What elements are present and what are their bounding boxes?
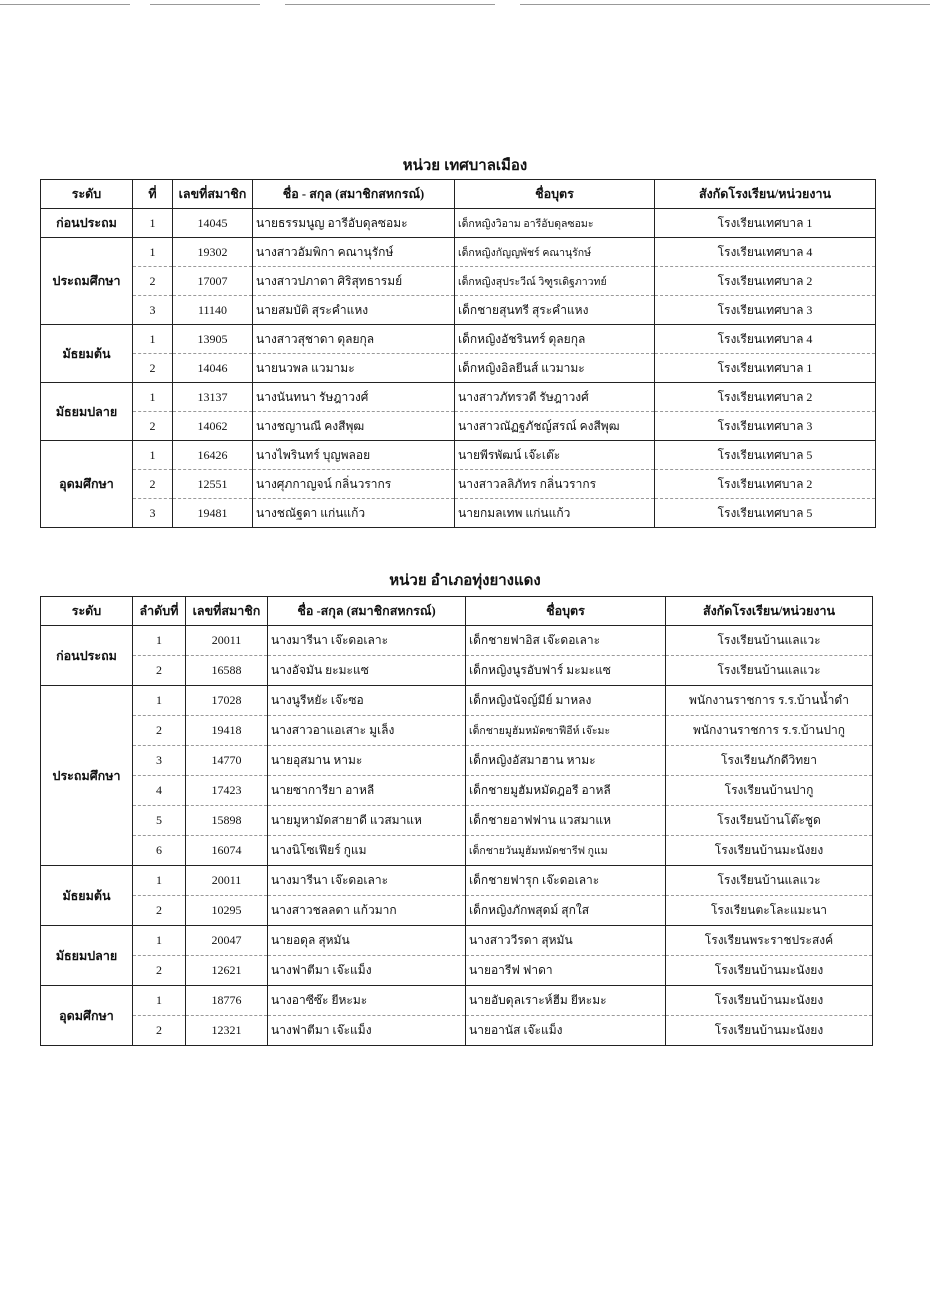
header-no: ที่ bbox=[133, 180, 173, 209]
member-name-cell: นางมารีนา เจ๊ะดอเลาะ bbox=[268, 626, 466, 656]
member-id-cell: 10295 bbox=[186, 896, 268, 926]
member-id-cell: 19418 bbox=[186, 716, 268, 746]
row-number-cell: 5 bbox=[133, 806, 186, 836]
child-name-cell: นายกมลเทพ แก่นแก้ว bbox=[455, 499, 655, 528]
level-cell: ก่อนประถม bbox=[41, 209, 133, 238]
school-name-cell: โรงเรียนเทศบาล 1 bbox=[655, 209, 876, 238]
school-name-cell: โรงเรียนเทศบาล 4 bbox=[655, 238, 876, 267]
member-name-cell: นายซาการียา อาหลี bbox=[268, 776, 466, 806]
table-row bbox=[41, 238, 876, 267]
table-row bbox=[41, 806, 873, 836]
child-name-cell: เด็กชายอาฟฟาน แวสมาแห bbox=[466, 806, 666, 836]
school-name-cell: โรงเรียนพระราชประสงค์ bbox=[666, 926, 873, 956]
header-child-name: ชื่อบุตร bbox=[455, 180, 655, 209]
member-name-cell: นางนิโซเฟียร์ กูแม bbox=[268, 836, 466, 866]
school-name-cell: โรงเรียนเทศบาล 2 bbox=[655, 383, 876, 412]
child-name-cell: เด็กหญิงนูรอับฟาร์ มะมะแซ bbox=[466, 656, 666, 686]
child-name-cell: เด็กชายสุนทรี สุระคำแหง bbox=[455, 296, 655, 325]
row-number-cell: 2 bbox=[133, 1016, 186, 1046]
member-name-cell: นายสมบัติ สุระคำแหง bbox=[253, 296, 455, 325]
member-name-cell: นางมารีนา เจ๊ะดอเลาะ bbox=[268, 866, 466, 896]
school-name-cell: โรงเรียนเทศบาล 5 bbox=[655, 441, 876, 470]
school-name-cell: โรงเรียนเทศบาล 2 bbox=[655, 470, 876, 499]
header-member-name: ชื่อ - สกุล (สมาชิกสหกรณ์) bbox=[253, 180, 455, 209]
header-member-id: เลขที่สมาชิก bbox=[186, 597, 268, 626]
child-name-cell: เด็กหญิงวิอาม อารีอับดุลซอมะ bbox=[455, 209, 655, 238]
child-name-cell: เด็กหญิงอัชรินทร์ ดุลยกุล bbox=[455, 325, 655, 354]
child-name-cell: เด็กหญิงนัจญ์มีย์ มาหลง bbox=[466, 686, 666, 716]
member-name-cell: นางสาวอาแอเสาะ มูเล็ง bbox=[268, 716, 466, 746]
member-id-cell: 14770 bbox=[186, 746, 268, 776]
child-name-cell: นางสาวณัฏฐภัชญ์สรณ์ คงสีพุฒ bbox=[455, 412, 655, 441]
member-id-cell: 20011 bbox=[186, 626, 268, 656]
table-row bbox=[41, 325, 876, 354]
member-name-cell: นายอุสมาน หามะ bbox=[268, 746, 466, 776]
row-number-cell: 1 bbox=[133, 866, 186, 896]
member-name-cell: นายอดุล สุหมัน bbox=[268, 926, 466, 956]
row-number-cell: 2 bbox=[133, 354, 173, 383]
school-name-cell: โรงเรียนเทศบาล 5 bbox=[655, 499, 876, 528]
member-id-cell: 19481 bbox=[173, 499, 253, 528]
table-row bbox=[41, 956, 873, 986]
child-name-cell: นายอานัส เจ๊ะแม็ง bbox=[466, 1016, 666, 1046]
row-number-cell: 6 bbox=[133, 836, 186, 866]
school-name-cell: โรงเรียนบ้านแลแวะ bbox=[666, 866, 873, 896]
row-number-cell: 3 bbox=[133, 296, 173, 325]
member-id-cell: 14062 bbox=[173, 412, 253, 441]
school-name-cell: โรงเรียนบ้านแลแวะ bbox=[666, 656, 873, 686]
member-id-cell: 16426 bbox=[173, 441, 253, 470]
level-cell: ก่อนประถม bbox=[41, 626, 133, 686]
member-name-cell: นางอาซีซ๊ะ ยีหะมะ bbox=[268, 986, 466, 1016]
school-name-cell: พนักงานราชการ ร.ร.บ้านปากู bbox=[666, 716, 873, 746]
member-id-cell: 13137 bbox=[173, 383, 253, 412]
member-name-cell: นางสาวปภาดา ศิริสุทธารมย์ bbox=[253, 267, 455, 296]
child-name-cell: เด็กชายฟาอิส เจ๊ะดอเลาะ bbox=[466, 626, 666, 656]
child-name-cell: เด็กหญิงกัญญพัชร์ คณานุรักษ์ bbox=[455, 238, 655, 267]
child-name-cell: นางสาวลลิภัทร กลิ่นวรากร bbox=[455, 470, 655, 499]
row-number-cell: 4 bbox=[133, 776, 186, 806]
school-name-cell: โรงเรียนตะโละแมะนา bbox=[666, 896, 873, 926]
row-number-cell: 2 bbox=[133, 267, 173, 296]
member-name-cell: นางอัจมัน ยะมะแซ bbox=[268, 656, 466, 686]
table-row bbox=[41, 267, 876, 296]
member-name-cell: นางนันทนา รัษฎาวงศ์ bbox=[253, 383, 455, 412]
scan-edge-line bbox=[520, 4, 930, 5]
child-name-cell: เด็กหญิงอัสมาฮาน หามะ bbox=[466, 746, 666, 776]
table-municipality bbox=[40, 179, 876, 528]
school-name-cell: โรงเรียนภักดีวิทยา bbox=[666, 746, 873, 776]
level-cell: มัธยมปลาย bbox=[41, 926, 133, 986]
member-name-cell: นางไพรินทร์ บุญพลอย bbox=[253, 441, 455, 470]
table-row bbox=[41, 746, 873, 776]
row-number-cell: 1 bbox=[133, 383, 173, 412]
table-row bbox=[41, 209, 876, 238]
table-row bbox=[41, 470, 876, 499]
row-number-cell: 1 bbox=[133, 238, 173, 267]
table-row bbox=[41, 926, 873, 956]
table-row bbox=[41, 776, 873, 806]
member-id-cell: 19302 bbox=[173, 238, 253, 267]
member-name-cell: นายธรรมนูญ อารีอับดุลซอมะ bbox=[253, 209, 455, 238]
header-school: สังกัดโรงเรียน/หน่วยงาน bbox=[666, 597, 873, 626]
child-name-cell: นางสาวภัทรวดี รัษฎาวงศ์ bbox=[455, 383, 655, 412]
header-level: ระดับ bbox=[41, 180, 133, 209]
child-name-cell: นายพีรพัฒน์ เจ๊ะเต๊ะ bbox=[455, 441, 655, 470]
member-id-cell: 20011 bbox=[186, 866, 268, 896]
row-number-cell: 1 bbox=[133, 626, 186, 656]
header-member-id: เลขที่สมาชิก bbox=[173, 180, 253, 209]
row-number-cell: 1 bbox=[133, 209, 173, 238]
row-number-cell: 1 bbox=[133, 686, 186, 716]
table-row bbox=[41, 441, 876, 470]
child-name-cell: นายอับดุลเราะห์ฮีม ยีหะมะ bbox=[466, 986, 666, 1016]
table-row bbox=[41, 626, 873, 656]
member-id-cell: 17423 bbox=[186, 776, 268, 806]
table-row bbox=[41, 896, 873, 926]
table-row bbox=[41, 499, 876, 528]
child-name-cell: นายอารีฟ ฟาดา bbox=[466, 956, 666, 986]
member-name-cell: นางนูรีหยัะ เจ๊ะซอ bbox=[268, 686, 466, 716]
table-row bbox=[41, 383, 876, 412]
row-number-cell: 3 bbox=[133, 746, 186, 776]
row-number-cell: 2 bbox=[133, 896, 186, 926]
school-name-cell: โรงเรียนเทศบาล 1 bbox=[655, 354, 876, 383]
row-number-cell: 1 bbox=[133, 986, 186, 1016]
table-row bbox=[41, 836, 873, 866]
member-id-cell: 18776 bbox=[186, 986, 268, 1016]
member-id-cell: 16588 bbox=[186, 656, 268, 686]
level-cell: อุดมศึกษา bbox=[41, 986, 133, 1046]
member-id-cell: 13905 bbox=[173, 325, 253, 354]
scan-edge-line bbox=[0, 4, 130, 5]
scan-edge-line bbox=[150, 4, 260, 5]
level-cell: ประถมศึกษา bbox=[41, 686, 133, 866]
member-id-cell: 12321 bbox=[186, 1016, 268, 1046]
table-row bbox=[41, 716, 873, 746]
school-name-cell: โรงเรียนบ้านมะนังยง bbox=[666, 1016, 873, 1046]
member-id-cell: 17028 bbox=[186, 686, 268, 716]
row-number-cell: 2 bbox=[133, 956, 186, 986]
member-name-cell: นางฟาตีมา เจ๊ะแม็ง bbox=[268, 1016, 466, 1046]
section-title-municipality: หน่วย เทศบาลเมือง bbox=[402, 157, 528, 174]
school-name-cell: โรงเรียนบ้านปากู bbox=[666, 776, 873, 806]
school-name-cell: โรงเรียนบ้านมะนังยง bbox=[666, 956, 873, 986]
member-name-cell: นางชญานณี คงสีพุฒ bbox=[253, 412, 455, 441]
school-name-cell: โรงเรียนเทศบาล 3 bbox=[655, 296, 876, 325]
scan-edge-line bbox=[285, 4, 495, 5]
level-cell: ประถมศึกษา bbox=[41, 238, 133, 325]
school-name-cell: โรงเรียนบ้านมะนังยง bbox=[666, 986, 873, 1016]
school-name-cell: โรงเรียนเทศบาล 2 bbox=[655, 267, 876, 296]
school-name-cell: โรงเรียนเทศบาล 3 bbox=[655, 412, 876, 441]
header-member-name: ชื่อ -สกุล (สมาชิกสหกรณ์) bbox=[268, 597, 466, 626]
member-id-cell: 14046 bbox=[173, 354, 253, 383]
row-number-cell: 2 bbox=[133, 656, 186, 686]
level-cell: มัธยมปลาย bbox=[41, 383, 133, 441]
member-name-cell: นางชณัฐดา แก่นแก้ว bbox=[253, 499, 455, 528]
table-row bbox=[41, 412, 876, 441]
header-child-name: ชื่อบุตร bbox=[466, 597, 666, 626]
child-name-cell: เด็กหญิงภักพสุดม์ สุกใส bbox=[466, 896, 666, 926]
member-name-cell: นางศุภกาญจน์ กลิ่นวรากร bbox=[253, 470, 455, 499]
table-row bbox=[41, 354, 876, 383]
table-row bbox=[41, 296, 876, 325]
row-number-cell: 2 bbox=[133, 470, 173, 499]
member-id-cell: 14045 bbox=[173, 209, 253, 238]
table-row bbox=[41, 1016, 873, 1046]
row-number-cell: 1 bbox=[133, 441, 173, 470]
school-name-cell: โรงเรียนเทศบาล 4 bbox=[655, 325, 876, 354]
table-row bbox=[41, 866, 873, 896]
child-name-cell: เด็กหญิงอิลยีนส์ แวมามะ bbox=[455, 354, 655, 383]
header-level: ระดับ bbox=[41, 597, 133, 626]
section-title-thung-yang-daeng: หน่วย อำเภอทุ่งยางแดง bbox=[389, 572, 541, 589]
table-row bbox=[41, 686, 873, 716]
level-cell: อุดมศึกษา bbox=[41, 441, 133, 528]
member-id-cell: 17007 bbox=[173, 267, 253, 296]
row-number-cell: 2 bbox=[133, 716, 186, 746]
child-name-cell: เด็กชายฟารุก เจ๊ะดอเลาะ bbox=[466, 866, 666, 896]
level-cell: มัธยมต้น bbox=[41, 325, 133, 383]
row-number-cell: 3 bbox=[133, 499, 173, 528]
child-name-cell: เด็กชายวันมูฮัมหมัดชารีฟ กูแม bbox=[466, 836, 666, 866]
level-cell: มัธยมต้น bbox=[41, 866, 133, 926]
school-name-cell: โรงเรียนบ้านมะนังยง bbox=[666, 836, 873, 866]
member-id-cell: 11140 bbox=[173, 296, 253, 325]
child-name-cell: เด็กชายมูฮัมหมัดฎอรี อาหลี bbox=[466, 776, 666, 806]
child-name-cell: นางสาววีรดา สุหมัน bbox=[466, 926, 666, 956]
school-name-cell: โรงเรียนบ้านโต๊ะชูด bbox=[666, 806, 873, 836]
school-name-cell: โรงเรียนบ้านแลแวะ bbox=[666, 626, 873, 656]
member-id-cell: 15898 bbox=[186, 806, 268, 836]
header-no: ลำดับที่ bbox=[133, 597, 186, 626]
table-row bbox=[41, 656, 873, 686]
school-name-cell: พนักงานราชการ ร.ร.บ้านน้ำดำ bbox=[666, 686, 873, 716]
member-name-cell: นางฟาตีมา เจ๊ะแม็ง bbox=[268, 956, 466, 986]
table-row bbox=[41, 986, 873, 1016]
member-name-cell: นายนวพล แวมามะ bbox=[253, 354, 455, 383]
child-name-cell: เด็กชายมูฮัมหมัดซาฟีอีห์ เจ๊ะมะ bbox=[466, 716, 666, 746]
member-name-cell: นายมูหามัดสายาดี แวสมาแห bbox=[268, 806, 466, 836]
row-number-cell: 1 bbox=[133, 926, 186, 956]
table-thung-yang-daeng bbox=[40, 596, 873, 1046]
member-id-cell: 12551 bbox=[173, 470, 253, 499]
member-id-cell: 16074 bbox=[186, 836, 268, 866]
member-name-cell: นางสาวอัมพิกา คณานุรักษ์ bbox=[253, 238, 455, 267]
row-number-cell: 1 bbox=[133, 325, 173, 354]
child-name-cell: เด็กหญิงสุประวีณ์ วิฑูรเดิฐภาวทย์ bbox=[455, 267, 655, 296]
member-name-cell: นางสาวชลลดา แก้วมาก bbox=[268, 896, 466, 926]
member-id-cell: 20047 bbox=[186, 926, 268, 956]
header-school: สังกัดโรงเรียน/หน่วยงาน bbox=[655, 180, 876, 209]
row-number-cell: 2 bbox=[133, 412, 173, 441]
member-name-cell: นางสาวสุชาดา ดุลยกุล bbox=[253, 325, 455, 354]
member-id-cell: 12621 bbox=[186, 956, 268, 986]
